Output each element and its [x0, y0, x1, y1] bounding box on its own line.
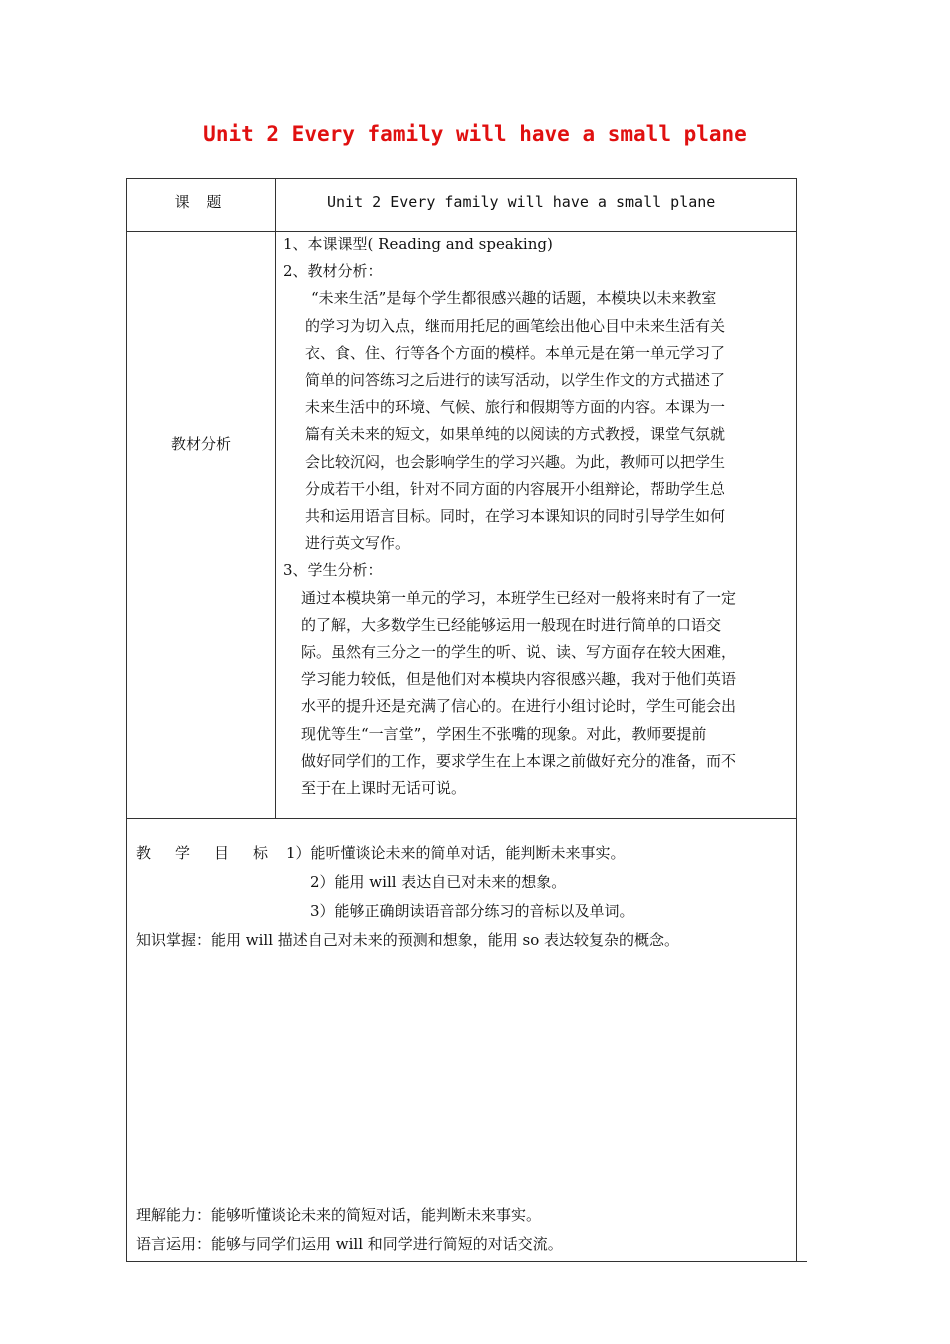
document-title: Unit 2 Every family will have a small plane	[203, 122, 747, 146]
analysis-body	[283, 231, 791, 802]
goal-item: 3）能够正确朗读语音部分练习的音标以及单词。	[310, 902, 635, 920]
analysis-line: “未来生活”是每个学生都很感兴趣的话题，本模块以未来教室	[311, 289, 717, 308]
analysis-line: 简单的问答练习之后进行的读写活动，以学生作文的方式描述了	[305, 371, 726, 390]
analysis-line: 2、教材分析：	[283, 262, 383, 281]
analysis-line: 现优等生“一言堂”，学困生不张嘴的现象。对此，教师要提前	[301, 724, 707, 743]
analysis-line: 分成若干小组，针对不同方面的内容展开小组辩论，帮助学生总	[305, 479, 726, 498]
topic-value: Unit 2 Every family will have a small plane	[327, 193, 716, 211]
analysis-line: 会比较沉闷，也会影响学生的学习兴趣。为此，教师可以把学生	[305, 452, 726, 471]
goals-label: 教学目标	[136, 844, 293, 862]
analysis-line: 的了解，大多数学生已经能够运用一般现在时进行简单的口语交	[301, 615, 722, 634]
row-divider	[127, 818, 796, 819]
analysis-line: 1、本课课型( Reading and speaking)	[283, 235, 553, 253]
analysis-line: 通过本模块第一单元的学习，本班学生已经对一般将来时有了一定	[301, 588, 737, 607]
analysis-label: 教材分析	[170, 435, 231, 453]
analysis-line: 篇有关未来的短文，如果单纯的以阅读的方式教授，课堂气氛就	[305, 425, 726, 444]
analysis-line: 际。虽然有三分之一的学生的听、说、读、写方面存在较大困难，	[301, 643, 737, 662]
analysis-line: 衣、食、住、行等各个方面的模样。本单元是在第一单元学习了	[305, 343, 726, 362]
analysis-line: 水平的提升还是充满了信心的。在进行小组讨论时，学生可能会出	[301, 697, 737, 716]
goal-item: 1）能听懂谈论未来的简单对话，能判断未来事实。	[286, 844, 626, 862]
lesson-plan-table	[126, 178, 797, 1262]
analysis-line: 未来生活中的环境、气候、旅行和假期等方面的内容。本课为一	[305, 398, 726, 417]
teaching-goals	[136, 839, 786, 955]
analysis-line: 的学习为切入点，继而用托尼的画笔绘出他心目中未来生活有关	[305, 316, 726, 335]
column-divider	[275, 179, 276, 818]
language-use-objective: 语言运用：能够与同学们运用 will 和同学进行简短的对话交流。	[136, 1235, 563, 1253]
analysis-line: 做好同学们的工作，要求学生在上本课之前做好充分的准备，而不	[301, 751, 737, 770]
knowledge-objective: 知识掌握：能用 will 描述自己对未来的预测和想象，能用 so 表达较复杂的概念。	[136, 931, 680, 949]
analysis-line: 学习能力较低，但是他们对本模块内容很感兴趣，我对于他们英语	[301, 670, 737, 689]
analysis-line: 进行英文写作。	[305, 534, 411, 553]
analysis-line: 共和运用语言目标。同时，在学习本课知识的同时引导学生如何	[305, 507, 726, 526]
ability-objectives	[136, 1201, 786, 1259]
table-edge-mark	[797, 1261, 807, 1262]
analysis-line: 至于在上课时无话可说。	[301, 779, 467, 798]
topic-label: 课 题	[174, 193, 228, 211]
goal-item: 2）能用 will 表达自已对未来的想象。	[310, 873, 567, 891]
comprehension-objective: 理解能力：能够听懂谈论未来的简短对话，能判断未来事实。	[136, 1206, 542, 1224]
analysis-line: 3、学生分析：	[283, 561, 383, 580]
